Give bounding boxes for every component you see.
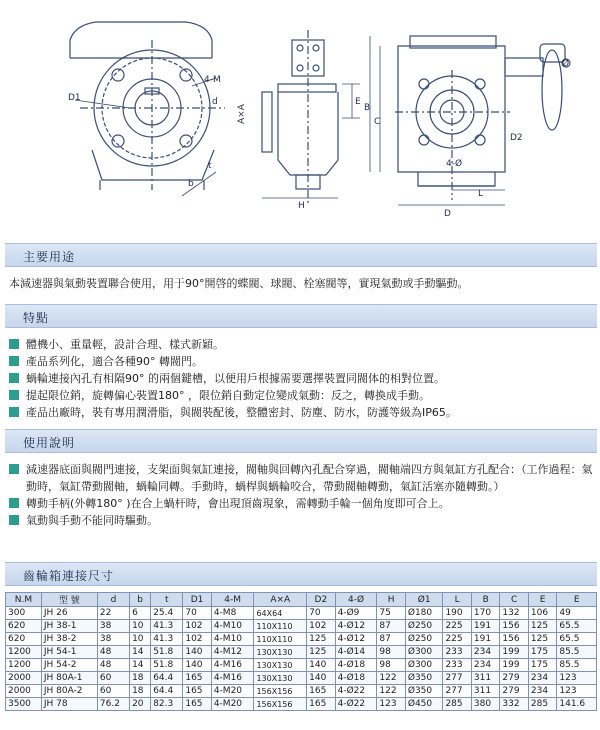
table-cell: 233 [443,646,471,659]
section-title-table: 齒輪箱連接尺寸 [23,569,115,583]
table-row [6,672,597,685]
table-cell: JH 78 [41,698,97,711]
table-cell: 130X130 [254,646,307,659]
table-cell: 140 [307,672,335,685]
table-cell: 75 [377,607,405,620]
table-cell: Ø300 [405,659,443,672]
table-cell: 122 [377,685,405,698]
table-row [6,698,597,711]
table-cell: 110X110 [254,633,307,646]
table-cell: 65.5 [557,620,597,633]
table-cell: 14 [130,646,151,659]
table-cell: 4-Ø12 [335,620,377,633]
table-cell: JH 80A-1 [41,672,97,685]
table-cell: Ø250 [405,633,443,646]
bullet-square-icon [9,356,19,366]
purpose-text: 本減速器與氣動裝置聯合使用，用于90°開啓的蝶閥、球閥、栓塞閥等，實現氣動或手動驅動。 [9,277,469,290]
label-d: d [212,97,218,107]
column-header: E [528,593,556,607]
table-cell: 1200 [6,646,42,659]
table-cell: 191 [471,633,499,646]
bullet-square-icon [9,373,19,383]
column-header: d [97,593,129,607]
table-cell: 141.6 [557,698,597,711]
table-cell: 25.4 [151,607,183,620]
column-header: L [443,593,471,607]
table-cell: 233 [443,659,471,672]
table-cell: 4-Ø12 [335,633,377,646]
table-cell: Ø180 [405,607,443,620]
bullet-square-icon [9,464,19,474]
column-header: 4-M [211,593,254,607]
table-cell: 64X64 [254,607,307,620]
table-cell: Ø250 [405,620,443,633]
table-cell: 300 [6,607,42,620]
table-row [6,659,597,672]
table-cell: 125 [307,646,335,659]
column-header: H [377,593,405,607]
bullet-square-icon [9,498,19,508]
table-cell: Ø450 [405,698,443,711]
table-cell: 18 [130,672,151,685]
table-cell: 123 [557,685,597,698]
table-cell: 64.4 [151,672,183,685]
column-header: C [500,593,528,607]
right-view [370,36,570,205]
label-axa: A×A [237,104,247,124]
table-cell: 60 [97,672,129,685]
table-cell: 234 [471,646,499,659]
list-item: 減速器底面與閥門連接，支架面與氣缸連接，閥軸與回轉內孔配合穿過，閥軸端四方與氣缸方孔配合：（工作過程：氣動時，氣缸帶動閥軸，蝸輪同轉。手動時，蝸桿與蝸輪咬合，帶動閥軸轉動，氣缸活塞亦隨轉動。） [9,461,594,495]
section-bar-features [5,304,597,328]
table-row [6,620,597,633]
table-cell: 38 [97,620,129,633]
table-cell: 102 [183,633,211,646]
table-cell: 102 [307,620,335,633]
table-cell: 87 [377,633,405,646]
section-bar-table [5,562,597,586]
table-cell: 20 [130,698,151,711]
label-t: t [208,161,212,171]
table-cell: 106 [528,607,556,620]
table-cell: 199 [500,646,528,659]
table-cell: 70 [307,607,335,620]
table-cell: 277 [443,685,471,698]
table-cell: 4-Ø14 [335,646,377,659]
usage-list [9,461,594,529]
table-cell: 191 [471,620,499,633]
column-header: N.M [6,593,42,607]
table-cell: 98 [377,646,405,659]
table-cell: Ø350 [405,672,443,685]
table-cell: 4-Ø9 [335,607,377,620]
table-cell: 4-M16 [211,672,254,685]
table-cell: 279 [500,672,528,685]
table-cell: 85.5 [557,646,597,659]
table-cell: 4-M20 [211,698,254,711]
table-cell: 332 [500,698,528,711]
table-cell: 190 [443,607,471,620]
table-cell: 175 [528,646,556,659]
column-header: E [557,593,597,607]
list-item: 產品系列化，適合各種90° 轉閥門。 [9,353,594,370]
table-cell: 10 [130,633,151,646]
features-list [9,336,594,421]
table-cell: 49 [557,607,597,620]
bullet-square-icon [9,339,19,349]
table-cell: 41.3 [151,620,183,633]
table-cell: Ø350 [405,685,443,698]
table-cell: 165 [183,685,211,698]
table-header-row [6,593,597,607]
table-cell: 132 [500,607,528,620]
table-cell: 225 [443,633,471,646]
table-cell: 285 [528,698,556,711]
table-cell: 620 [6,620,42,633]
section-bar-purpose [5,243,597,267]
table-cell: 130X130 [254,659,307,672]
table-cell: 82.3 [151,698,183,711]
label-h: H [298,201,305,211]
table-cell: 2000 [6,672,42,685]
table-cell: 76.2 [97,698,129,711]
table-cell: 4-M8 [211,607,254,620]
side-view [262,30,360,205]
section-bar-usage [5,429,597,453]
table-cell: 234 [471,659,499,672]
table-cell: 98 [377,659,405,672]
table-cell: 165 [307,698,335,711]
column-header: b [130,593,151,607]
table-cell: 110X110 [254,620,307,633]
table-cell: 311 [471,672,499,685]
table-cell: 175 [528,659,556,672]
table-cell: 165 [307,685,335,698]
table-cell: 170 [471,607,499,620]
column-header: D2 [307,593,335,607]
table-cell: 41.3 [151,633,183,646]
table-cell: 87 [377,620,405,633]
table-cell: 60 [97,685,129,698]
label-e: E [355,97,361,107]
table-cell: 123 [557,672,597,685]
dimension-table [5,592,597,711]
table-cell: JH 38-1 [41,620,97,633]
table-cell: 51.8 [151,659,183,672]
table-cell: Ø300 [405,646,443,659]
list-item: 提起限位銷，旋轉偏心裝置180° ，限位銷自動定位變成氣動：反之，轉換成手動。 [9,387,594,404]
table-cell: 165 [183,672,211,685]
label-4m: 4-M [204,75,221,85]
column-header: B [471,593,499,607]
label-4phi: 4-Ø [446,159,463,169]
table-cell: 380 [471,698,499,711]
list-item: 蝸輪連接內孔有相隔90° 的兩個鍵槽，以便用戶根據需要選擇裝置同閥体的相對位置。 [9,370,594,387]
table-cell: 277 [443,672,471,685]
table-cell: 2000 [6,685,42,698]
list-item: 轉動手柄(外轉180° )在合上蝸杆時，會出現頂齒現象，需轉動手輪一個角度即可合上。 [9,495,594,512]
table-cell: 64.4 [151,685,183,698]
table-cell: 85.5 [557,659,597,672]
list-item: 體機小、重量輕，設計合理、樣式新穎。 [9,336,594,353]
table-cell: 165 [183,698,211,711]
table-cell: 140 [183,646,211,659]
table-cell: 4-Ø18 [335,672,377,685]
table-cell: 10 [130,620,151,633]
table-cell: 285 [443,698,471,711]
table-cell: 70 [183,607,211,620]
table-cell: 14 [130,659,151,672]
table-cell: 18 [130,685,151,698]
table-cell: 22 [97,607,129,620]
table-cell: JH 54-1 [41,646,97,659]
column-header: Ø1 [405,593,443,607]
section-title-purpose: 主要用途 [23,250,76,264]
column-header: t [151,593,183,607]
table-cell: 234 [528,685,556,698]
label-l: L [478,189,484,199]
table-cell: 4-M16 [211,659,254,672]
table-cell: 279 [500,685,528,698]
table-cell: 225 [443,620,471,633]
table-cell: 65.5 [557,633,597,646]
table-cell: 620 [6,633,42,646]
table-cell: 4-M10 [211,620,254,633]
table-cell: 4-M10 [211,633,254,646]
table-cell: JH 54-2 [41,659,97,672]
table-cell: 156 [500,620,528,633]
table-row [6,646,597,659]
bullet-square-icon [9,515,19,525]
label-b-right: B [364,103,371,113]
label-d1: D1 [68,93,81,103]
table-cell: 4-M12 [211,646,254,659]
table-cell: 102 [183,620,211,633]
section-title-features: 特點 [23,311,50,325]
table-cell: JH 80A-2 [41,685,97,698]
table-cell: 6 [130,607,151,620]
table-cell: JH 38-2 [41,633,97,646]
list-item: 氣動與手動不能同時驅動。 [9,512,594,529]
table-cell: 4-Ø18 [335,659,377,672]
table-cell: 48 [97,659,129,672]
table-cell: 48 [97,646,129,659]
table-row [6,607,597,620]
table-cell: 234 [528,672,556,685]
table-cell: 156X156 [254,685,307,698]
table-cell: 4-M20 [211,685,254,698]
label-b: b [188,179,194,189]
table-cell: 311 [471,685,499,698]
table-cell: JH 26 [41,607,97,620]
technical-drawing [0,0,600,232]
table-cell: 140 [183,659,211,672]
table-cell: 3500 [6,698,42,711]
table-cell: 199 [500,659,528,672]
table-cell: 4-Ø22 [335,685,377,698]
column-header: D1 [183,593,211,607]
table-row [6,633,597,646]
table-cell: 140 [307,659,335,672]
label-c: C [374,117,381,127]
table-cell: 38 [97,633,129,646]
label-phi: Ø [562,59,570,69]
label-d2: D2 [510,133,523,143]
table-cell: 125 [528,620,556,633]
list-item: 產品出廠時，裝有專用潤滑脂，與閥裝配後，整體密封、防塵、防水，防護等級為IP65。 [9,404,594,421]
table-cell: 4-Ø22 [335,698,377,711]
column-header: 4-Ø [335,593,377,607]
table-cell: 122 [377,672,405,685]
table-cell: 125 [307,633,335,646]
table-cell: 51.8 [151,646,183,659]
column-header: 型 號 [41,593,97,607]
column-header: A×A [254,593,307,607]
label-d-right: D [444,209,451,219]
table-row [6,685,597,698]
table-cell: 130X130 [254,672,307,685]
front-view [70,22,225,196]
table-cell: 156X156 [254,698,307,711]
bullet-square-icon [9,407,19,417]
table-cell: 156 [500,633,528,646]
section-title-usage: 使用說明 [23,436,76,450]
table-cell: 125 [528,633,556,646]
table-cell: 123 [377,698,405,711]
table-cell: 1200 [6,659,42,672]
bullet-square-icon [9,390,19,400]
